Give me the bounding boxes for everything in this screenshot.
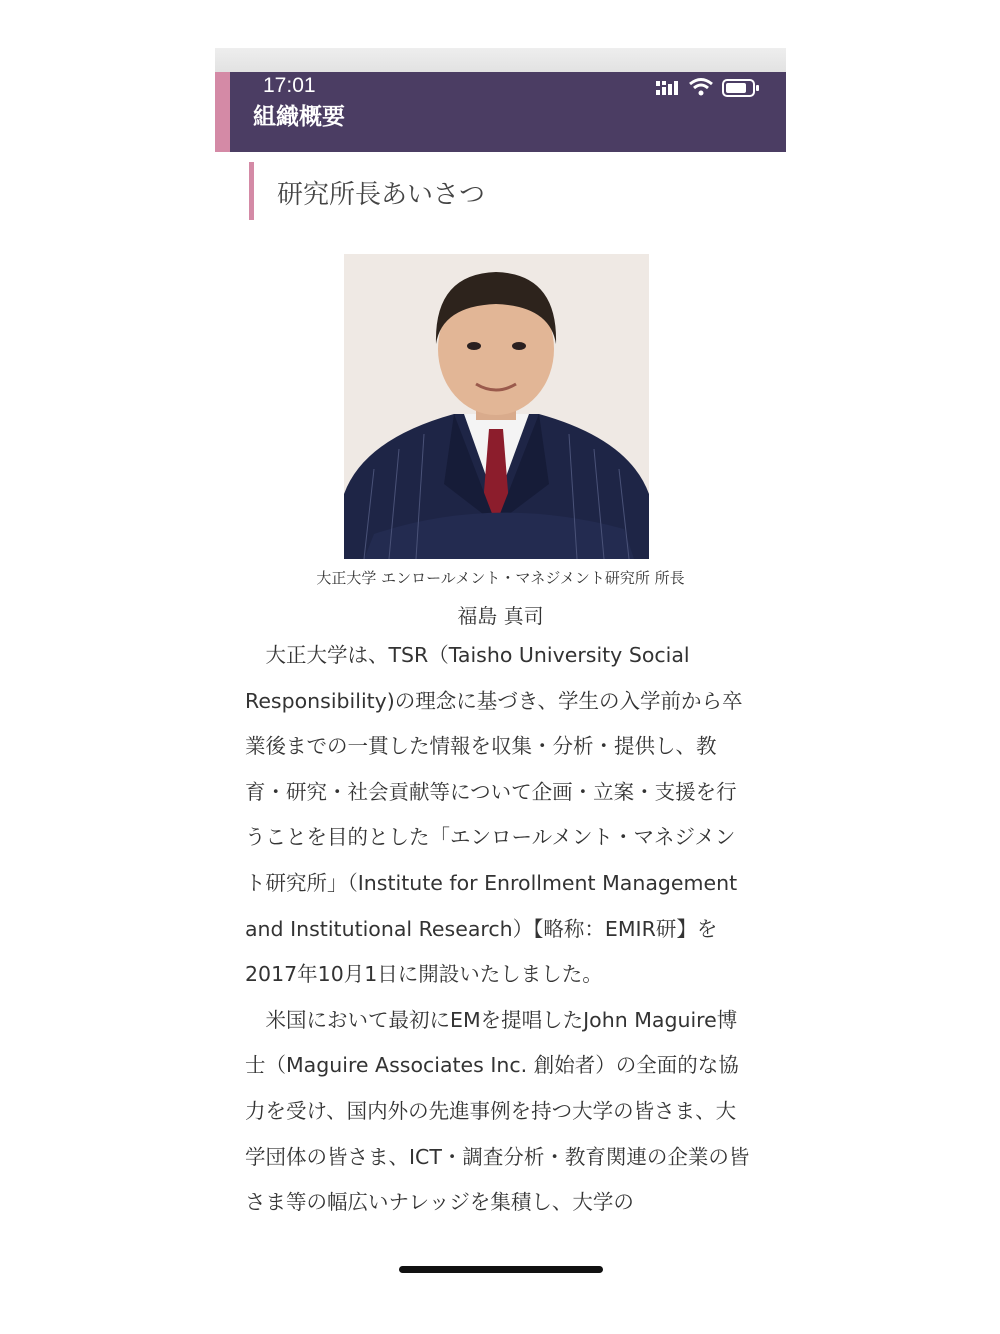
battery-icon: [722, 79, 760, 97]
section-heading: [249, 162, 749, 220]
phone-screen: [215, 48, 786, 1334]
status-icons: [656, 76, 761, 100]
browser-top-strip: [215, 48, 786, 72]
site-header: [215, 72, 786, 152]
header-accent-bar: [215, 72, 230, 152]
greeting-paragraph: 米国において最初にEMを提唱したJohn Maguire博士（Maguire Associates Inc. 創始者）の全面的な協力を受け、国内外の先進事例を持つ大学の皆さま、大学団体の皆さま、ICT・調査分析・教育関連の企業の皆さま等の幅広いナレッジを集積し、大学の: [245, 1007, 750, 1215]
home-indicator[interactable]: [399, 1266, 603, 1273]
director-name: 福島 真司: [457, 604, 544, 628]
director-caption: 大正大学 エンロールメント・マネジメント研究所 所長: [316, 569, 685, 587]
greeting-paragraph: 大正大学は、TSR（Taisho University Social Responsibility)の理念に基づき、学生の入学前から卒業後までの一貫した情報を収集・分析・提供し、教育・研究・社会貢献等について企画・立案・支援を行うことを目的とした「エンロールメント・マネジメント研究所」（Institute for Enrollment Management and Institutional Research）【略称：EMIR研】を2017年10月1日に開設いたしました。: [245, 643, 743, 987]
greeting-text: [245, 633, 755, 1226]
status-time: 17:01: [263, 74, 316, 97]
wifi-icon: [688, 77, 714, 97]
header-title: 組織概要: [253, 104, 345, 130]
section-heading-text: 研究所長あいさつ: [277, 180, 486, 210]
section-heading-bar: [249, 162, 254, 220]
signal-icon: [656, 79, 682, 97]
director-portrait: [344, 254, 649, 559]
